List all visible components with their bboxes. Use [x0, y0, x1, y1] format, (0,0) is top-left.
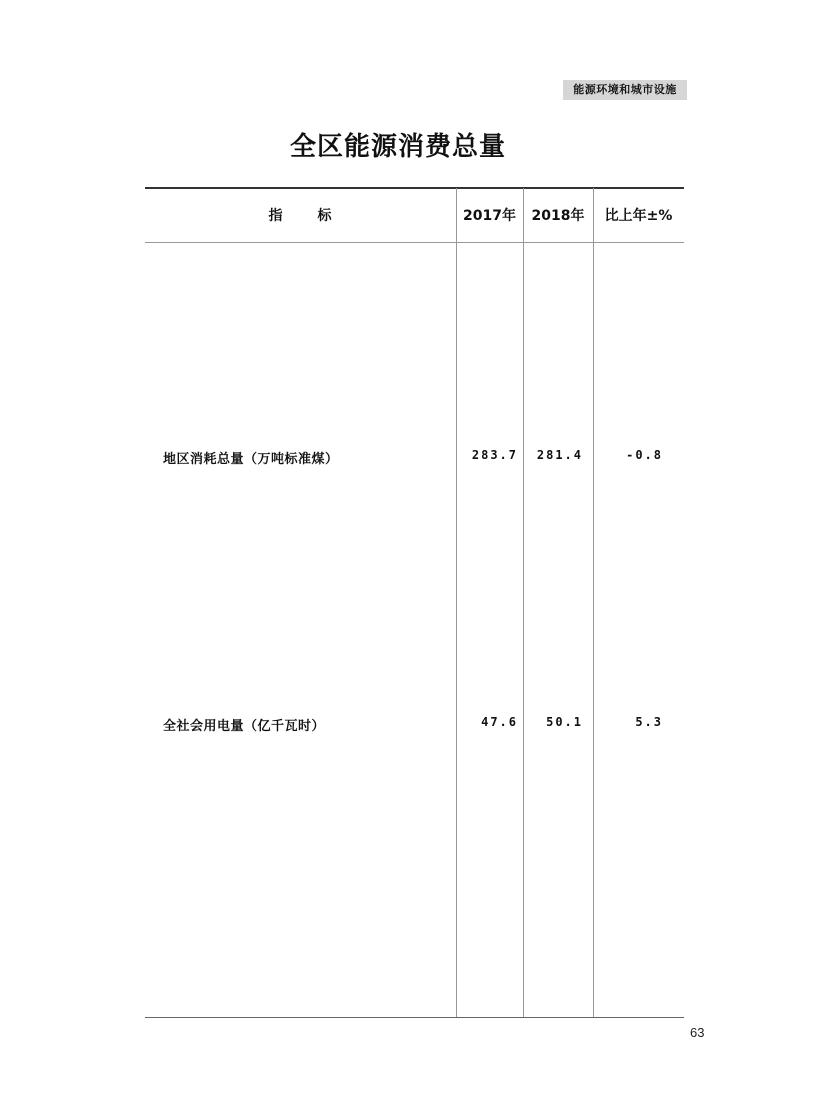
row-indicator: 全社会用电量（亿千瓦时） [163, 719, 326, 734]
row-value-change: -0.8 [626, 448, 663, 462]
table-bottom-rule [145, 1017, 684, 1018]
header-2017: 2017年 [463, 208, 516, 224]
page-title: 全区能源消费总量 [289, 132, 506, 162]
column-divider [523, 188, 524, 1017]
header-indicator [145, 205, 456, 225]
header-change: 比上年±% [604, 208, 673, 224]
column-divider [593, 188, 594, 1017]
row-value-2018: 50.1 [546, 715, 583, 729]
row-indicator: 地区消耗总量（万吨标准煤） [163, 452, 339, 467]
header-2018: 2018年 [531, 208, 585, 224]
section-tag: 能源环境和城市设施 [563, 80, 687, 100]
row-value-2017: 47.6 [481, 715, 518, 729]
table-top-rule [145, 187, 684, 189]
column-divider [456, 188, 457, 1017]
header-indicator-part-1: 指 [268, 208, 284, 224]
table-header-rule [145, 242, 684, 243]
row-value-2018: 281.4 [536, 448, 583, 462]
header-indicator-part-2: 标 [317, 208, 333, 224]
page-number: 63 [690, 1025, 705, 1040]
row-value-2017: 283.7 [471, 448, 518, 462]
row-value-change: 5.3 [635, 715, 663, 729]
